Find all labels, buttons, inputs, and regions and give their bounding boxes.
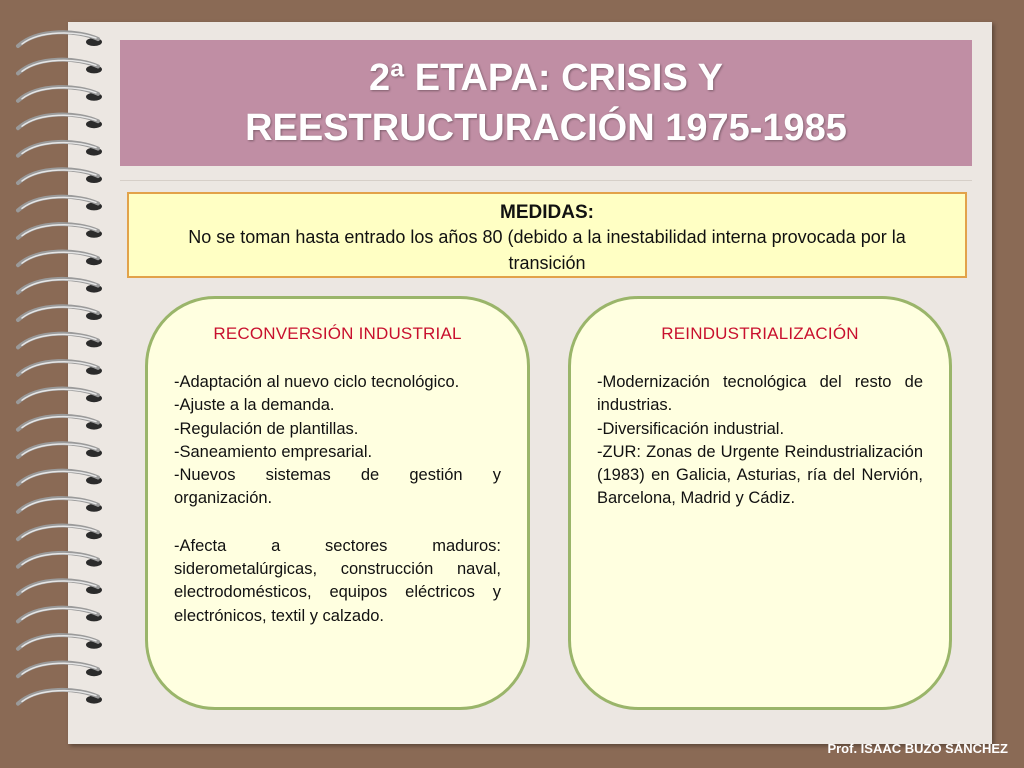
- spiral-coil: [18, 443, 102, 457]
- reconversion-title: RECONVERSIÓN INDUSTRIAL: [213, 324, 462, 343]
- spiral-coil: [18, 662, 102, 676]
- spiral-coil: [18, 279, 102, 293]
- list-item: -Diversificación industrial.: [597, 419, 785, 438]
- spiral-coil: [18, 114, 102, 128]
- spiral-coil: [18, 471, 102, 485]
- reindustrializacion-card: [568, 296, 952, 710]
- spiral-coil: [18, 580, 102, 594]
- spiral-coil: [18, 32, 102, 46]
- title-banner: [120, 40, 972, 166]
- spiral-coil: [18, 142, 102, 156]
- reindustrializacion-title: REINDUSTRIALIZACIÓN: [661, 324, 859, 343]
- spiral-coil: [18, 635, 102, 649]
- reconversion-body: [174, 371, 501, 628]
- list-item: -Regulación de plantillas.: [174, 419, 359, 438]
- list-item: -Nuevos sistemas de gestión y organización.: [174, 466, 501, 508]
- spiral-coil: [18, 334, 102, 348]
- spiral-coil: [18, 388, 102, 402]
- author-credit: Prof. ISAAC BUZO SÁNCHEZ: [827, 741, 1008, 756]
- spiral-coil: [18, 690, 102, 704]
- spiral-binding-icon: [8, 22, 108, 744]
- medidas-box: [127, 192, 967, 278]
- spiral-coil: [18, 361, 102, 375]
- list-item: -Saneamiento empresarial.: [174, 442, 373, 461]
- page-title: [156, 53, 936, 153]
- spacer: [174, 511, 501, 535]
- list-item: -Ajuste a la demanda.: [174, 396, 335, 415]
- title-line-2: REESTRUCTURACIÓN 1975-1985: [245, 107, 847, 149]
- spiral-coil: [18, 553, 102, 567]
- list-item: -Modernización tecnológica del resto de industrias.: [597, 373, 923, 415]
- divider: [120, 180, 972, 181]
- reconversion-note: -Afecta a sectores maduros: siderometalúrgicas, construcción naval, electrodomésticos, equipos eléctricos y electrónicos, textil y calzado.: [174, 536, 501, 625]
- spiral-coil: [18, 60, 102, 74]
- spiral-coil: [18, 525, 102, 539]
- spiral-coil: [18, 251, 102, 265]
- title-line-1: 2ª ETAPA: CRISIS Y: [368, 57, 724, 99]
- reconversion-card: [145, 296, 530, 710]
- list-item: -Adaptación al nuevo ciclo tecnológico.: [174, 373, 460, 391]
- spiral-coil: [18, 416, 102, 430]
- list-item: -ZUR: Zonas de Urgente Reindustrialización (1983) en Galicia, Asturias, ría del Nervión, Barcelona, Madrid y Cádiz.: [597, 442, 923, 508]
- spiral-coil: [18, 197, 102, 211]
- reindustrializacion-body: [597, 371, 923, 511]
- spiral-coil: [18, 169, 102, 183]
- spiral-coil: [18, 608, 102, 622]
- spiral-coil: [18, 498, 102, 512]
- medidas-heading: MEDIDAS:: [500, 202, 594, 223]
- spiral-coil: [18, 306, 102, 320]
- medidas-text: No se toman hasta entrado los años 80 (debido a la inestabilidad interna provocada por la transición: [188, 227, 906, 273]
- spiral-coil: [18, 224, 102, 238]
- spiral-coil: [18, 87, 102, 101]
